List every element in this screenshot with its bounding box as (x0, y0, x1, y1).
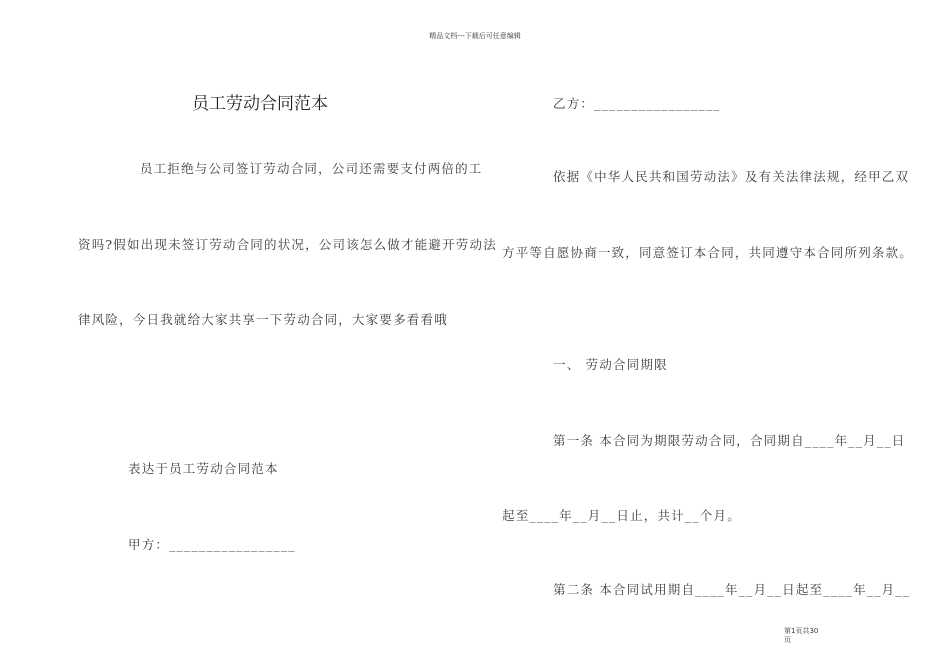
article-2-line-1: 第二条 本合同试用期自____年__月__日起至____年__月__ (553, 582, 911, 597)
document-title: 员工劳动合同范本 (192, 94, 328, 114)
party-b-line: 乙方：_________________ (553, 96, 721, 111)
intro-line-3: 律风险，今日我就给大家共享一下劳动合同，大家要多看看哦 (78, 312, 448, 327)
page-number-line-2: 页 (784, 636, 791, 644)
page-number (784, 627, 818, 645)
section-title: 表达于员工劳动合同范本 (128, 461, 279, 476)
intro-line-2: 资吗?假如出现未签订劳动合同的状况，公司该怎么做才能避开劳动法 (78, 237, 497, 252)
chapter-heading: 一、 劳动合同期限 (553, 357, 668, 372)
page-header: 精品文档---下载后可任意编辑 (429, 32, 521, 40)
party-a-line: 甲方：_________________ (128, 537, 296, 552)
preamble-line-2: 方平等自愿协商一致，同意签订本合同，共同遵守本合同所列条款。 (502, 245, 914, 260)
intro-line-1: 员工拒绝与公司签订劳动合同，公司还需要支付两倍的工 (140, 161, 483, 176)
page-number-line-1: 第1页共30 (784, 627, 819, 635)
article-1-line-1: 第一条 本合同为期限劳动合同，合同期自____年__月__日 (553, 433, 906, 448)
article-1-line-2: 起至____年__月__日止，共计__个月。 (502, 508, 741, 523)
preamble-line-1: 依据《中华人民共和国劳动法》及有关法律法规，经甲乙双 (553, 169, 910, 184)
